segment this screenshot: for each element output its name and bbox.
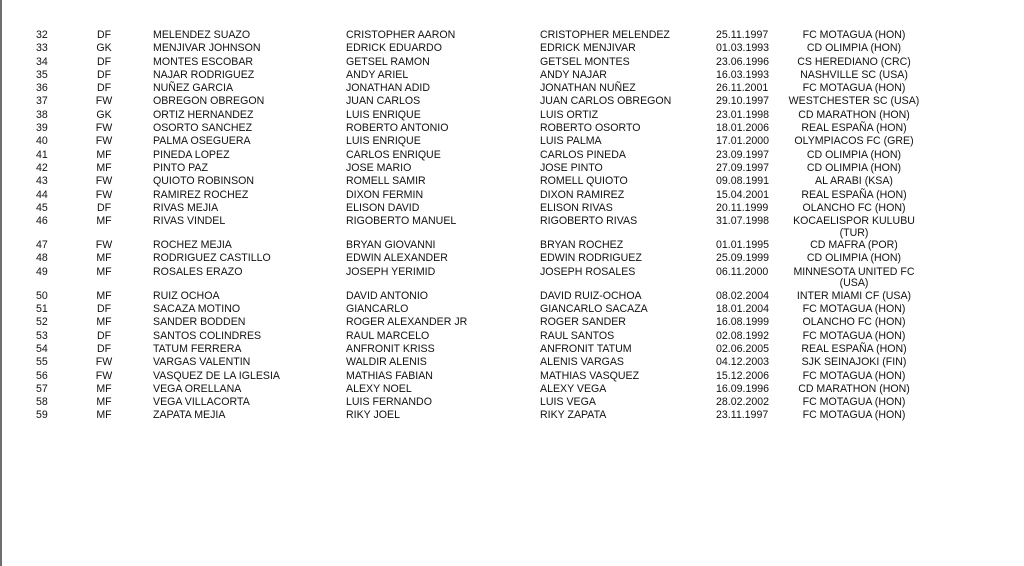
player-position: MF [96, 148, 112, 161]
player-club: CD OLIMPIA (HON) [806, 42, 902, 55]
player-date-of-birth: 17.01.2000 [716, 135, 770, 148]
player-position: MF [96, 252, 112, 265]
player-date-of-birth: 09.08.1991 [716, 175, 770, 188]
player-first-name: JUAN CARLOS [346, 95, 421, 108]
player-first-name: EDRICK EDUARDO [346, 42, 442, 55]
player-position: GK [96, 108, 112, 121]
player-club: CD OLIMPIA (HON) [806, 252, 902, 265]
player-shirt-name: JUAN CARLOS OBREGON [540, 95, 672, 108]
table-row [4, 396, 1022, 409]
player-position: GK [96, 42, 112, 55]
player-club: REAL ESPAÑA (HON) [801, 122, 907, 135]
player-last-name: VASQUEZ DE LA IGLESIA [153, 369, 280, 382]
player-club: WESTCHESTER SC (USA) [788, 95, 920, 108]
player-first-name: GIANCARLO [346, 303, 409, 316]
player-shirt-name: RAUL SANTOS [540, 329, 615, 342]
player-club: NASHVILLE SC (USA) [800, 68, 908, 81]
player-shirt-name: CARLOS PINEDA [540, 148, 626, 161]
player-club: CD OLIMPIA (HON) [806, 148, 902, 161]
table-row [4, 69, 1022, 82]
player-shirt-name: ROBERTO OSORTO [540, 122, 641, 135]
table-row [4, 109, 1022, 122]
player-shirt-name: CRISTOPHER MELENDEZ [540, 29, 670, 41]
table-row [4, 82, 1022, 95]
player-first-name: JOSEPH YERIMID [346, 265, 436, 278]
player-last-name: SANTOS COLINDRES [153, 329, 262, 342]
player-date-of-birth: 23.06.1996 [716, 55, 770, 68]
player-date-of-birth: 25.11.1997 [716, 29, 769, 41]
player-last-name: PINEDA LOPEZ [153, 148, 230, 161]
player-first-name: ANFRONIT KRISS [346, 342, 435, 355]
player-number: 40 [36, 135, 48, 148]
player-number: 52 [36, 316, 48, 329]
player-date-of-birth: 23.09.1997 [716, 148, 770, 161]
player-shirt-name: ALENIS VARGAS [540, 356, 624, 369]
table-row [4, 29, 1022, 42]
table-row [4, 266, 1022, 290]
player-last-name: SANDER BODDEN [153, 316, 246, 329]
table-row [4, 149, 1022, 162]
player-last-name: QUIOTO ROBINSON [153, 175, 255, 188]
player-number: 34 [36, 55, 48, 68]
player-first-name: LUIS FERNANDO [346, 396, 432, 409]
table-row [4, 330, 1022, 343]
viewer-left-border [0, 0, 2, 566]
player-shirt-name: DAVID RUIZ-OCHOA [540, 289, 642, 302]
table-row [4, 290, 1022, 303]
player-position: DF [96, 68, 112, 81]
player-club: OLYMPIACOS FC (GRE) [794, 135, 914, 148]
player-number: 51 [36, 303, 48, 316]
player-number: 43 [36, 175, 48, 188]
player-position: DF [96, 329, 112, 342]
player-shirt-name: LUIS ORTIZ [540, 108, 599, 121]
player-number: 53 [36, 329, 48, 342]
player-last-name: SACAZA MOTINO [153, 303, 241, 316]
player-club: OLANCHO FC (HON) [802, 201, 906, 214]
player-club: AL ARABI (KSA) [815, 175, 893, 188]
player-last-name: ORTIZ HERNANDEZ [153, 108, 254, 121]
player-club: INTER MIAMI CF (USA) [796, 289, 912, 302]
player-last-name: ROSALES ERAZO [153, 265, 243, 278]
player-shirt-name: ALEXY VEGA [540, 382, 607, 395]
player-date-of-birth: 25.09.1999 [716, 252, 770, 265]
player-date-of-birth: 26.11.2001 [716, 82, 769, 95]
player-last-name: PINTO PAZ [153, 161, 208, 174]
player-number: 59 [36, 409, 48, 422]
table-row [4, 252, 1022, 265]
player-shirt-name: EDWIN RODRIGUEZ [540, 252, 642, 265]
player-first-name: RIGOBERTO MANUEL [346, 215, 457, 228]
player-first-name: ROBERTO ANTONIO [346, 122, 449, 135]
player-number: 50 [36, 289, 48, 302]
player-date-of-birth: 06.11.2000 [716, 265, 769, 278]
player-club: REAL ESPAÑA (HON) [801, 188, 907, 201]
player-position: MF [96, 161, 112, 174]
player-position: FW [95, 356, 113, 369]
player-shirt-name: JONATHAN NUÑEZ [540, 82, 636, 95]
player-club: FC MOTAGUA (HON) [802, 329, 906, 342]
table-row [4, 370, 1022, 383]
player-last-name: MONTES ESCOBAR [153, 55, 254, 68]
player-position: MF [96, 215, 112, 228]
table-row [4, 383, 1022, 396]
player-number: 37 [36, 95, 48, 108]
player-club: FC MOTAGUA (HON) [802, 82, 906, 95]
player-shirt-name: ELISON RIVAS [540, 201, 613, 214]
player-last-name: NAJAR RODRIGUEZ [153, 68, 255, 81]
player-shirt-name: LUIS PALMA [540, 135, 602, 148]
player-date-of-birth: 02.06.2005 [716, 342, 770, 355]
player-club: CD MARATHON (HON) [798, 108, 910, 121]
player-position: DF [96, 303, 112, 316]
player-last-name: RUIZ OCHOA [153, 289, 220, 302]
player-shirt-name: ROGER SANDER [540, 316, 626, 329]
player-first-name: ROGER ALEXANDER JR [346, 316, 468, 329]
player-position: FW [95, 369, 113, 382]
player-last-name: VARGAS VALENTIN [153, 356, 251, 369]
player-shirt-name: DIXON RAMIREZ [540, 188, 625, 201]
player-last-name: VEGA ORELLANA [153, 382, 242, 395]
player-position: DF [96, 55, 112, 68]
player-club: FC MOTAGUA (HON) [802, 369, 906, 382]
player-number: 56 [36, 369, 48, 382]
player-shirt-name: ROMELL QUIOTO [540, 175, 628, 188]
player-date-of-birth: 08.02.2004 [716, 289, 770, 302]
player-position: FW [95, 239, 113, 252]
player-position: DF [96, 342, 112, 355]
player-position: MF [96, 396, 112, 409]
player-club: FC MOTAGUA (HON) [802, 409, 906, 422]
player-club: FC MOTAGUA (HON) [802, 396, 906, 409]
player-club: CS HEREDIANO (CRC) [797, 55, 911, 68]
player-date-of-birth: 18.01.2006 [716, 122, 770, 135]
player-date-of-birth: 16.08.1999 [716, 316, 770, 329]
player-last-name: RIVAS MEJIA [153, 201, 219, 214]
player-number: 35 [36, 68, 48, 81]
player-last-name: MELENDEZ SUAZO [153, 29, 251, 41]
player-club: REAL ESPAÑA (HON) [801, 342, 907, 355]
player-club: KOCAELISPOR KULUBU (TUR) [793, 215, 915, 239]
player-first-name: LUIS ENRIQUE [346, 108, 421, 121]
player-number: 44 [36, 188, 48, 201]
player-shirt-name: JOSEPH ROSALES [540, 265, 636, 278]
player-position: DF [96, 82, 112, 95]
player-position: FW [95, 122, 113, 135]
player-date-of-birth: 16.03.1993 [716, 68, 770, 81]
table-row [4, 189, 1022, 202]
player-number: 48 [36, 252, 48, 265]
table-row [4, 239, 1022, 252]
player-last-name: TATUM FERRERA [153, 342, 242, 355]
player-club: OLANCHO FC (HON) [802, 316, 906, 329]
player-date-of-birth: 15.12.2006 [716, 369, 770, 382]
table-row [4, 135, 1022, 148]
player-club: FC MOTAGUA (HON) [802, 29, 906, 41]
player-number: 47 [36, 239, 48, 252]
player-shirt-name: GIANCARLO SACAZA [540, 303, 648, 316]
table-row [4, 316, 1022, 329]
player-number: 46 [36, 215, 48, 228]
table-row [4, 202, 1022, 215]
player-last-name: OBREGON OBREGON [153, 95, 265, 108]
player-date-of-birth: 04.12.2003 [716, 356, 770, 369]
player-first-name: MATHIAS FABIAN [346, 369, 433, 382]
player-first-name: JOSE MARIO [346, 161, 412, 174]
player-position: FW [95, 188, 113, 201]
player-date-of-birth: 01.01.1995 [716, 239, 770, 252]
player-number: 42 [36, 161, 48, 174]
player-club: CD MAFRA (POR) [810, 239, 898, 252]
player-shirt-name: JOSE PINTO [540, 161, 603, 174]
player-last-name: RAMIREZ ROCHEZ [153, 188, 249, 201]
table-row [4, 303, 1022, 316]
player-last-name: RIVAS VINDEL [153, 215, 226, 228]
player-position: MF [96, 382, 112, 395]
player-date-of-birth: 28.02.2002 [716, 396, 770, 409]
player-first-name: JONATHAN ADID [346, 82, 430, 95]
table-row [4, 162, 1022, 175]
player-first-name: ROMELL SAMIR [346, 175, 426, 188]
player-first-name: ANDY ARIEL [346, 68, 409, 81]
player-shirt-name: BRYAN ROCHEZ [540, 239, 624, 252]
table-row [4, 215, 1022, 239]
table-row [4, 42, 1022, 55]
player-last-name: MENJIVAR JOHNSON [153, 42, 261, 55]
player-number: 32 [36, 29, 48, 41]
player-number: 36 [36, 82, 48, 95]
player-position: FW [95, 175, 113, 188]
table-row [4, 56, 1022, 69]
player-number: 54 [36, 342, 48, 355]
player-position: MF [96, 265, 112, 278]
table-row [4, 343, 1022, 356]
player-club: CD MARATHON (HON) [798, 382, 910, 395]
player-last-name: ROCHEZ MEJIA [153, 239, 232, 252]
player-first-name: DIXON FERMIN [346, 188, 424, 201]
player-number: 58 [36, 396, 48, 409]
player-last-name: RODRIGUEZ CASTILLO [153, 252, 271, 265]
player-club: SJK SEINAJOKI (FIN) [801, 356, 907, 369]
player-last-name: VEGA VILLACORTA [153, 396, 250, 409]
player-shirt-name: EDRICK MENJIVAR [540, 42, 636, 55]
player-number: 33 [36, 42, 48, 55]
player-number: 38 [36, 108, 48, 121]
player-position: MF [96, 409, 112, 422]
player-shirt-name: GETSEL MONTES [540, 55, 630, 68]
player-date-of-birth: 16.09.1996 [716, 382, 770, 395]
table-row [4, 122, 1022, 135]
document-page [4, 0, 1022, 566]
player-date-of-birth: 01.03.1993 [716, 42, 770, 55]
player-number: 57 [36, 382, 48, 395]
player-shirt-name: LUIS VEGA [540, 396, 596, 409]
player-first-name: RIKY JOEL [346, 409, 400, 422]
player-club: CD OLIMPIA (HON) [806, 161, 902, 174]
table-row [4, 95, 1022, 108]
player-date-of-birth: 20.11.1999 [716, 201, 769, 214]
table-row [4, 356, 1022, 369]
player-position: MF [96, 316, 112, 329]
player-position: FW [95, 95, 113, 108]
player-shirt-name: MATHIAS VASQUEZ [540, 369, 640, 382]
table-row [4, 409, 1022, 422]
player-number: 41 [36, 148, 48, 161]
player-number: 39 [36, 122, 48, 135]
player-date-of-birth: 02.08.1992 [716, 329, 770, 342]
player-last-name: ZAPATA MEJIA [153, 409, 226, 422]
player-club: FC MOTAGUA (HON) [802, 303, 906, 316]
player-date-of-birth: 23.01.1998 [716, 108, 770, 121]
player-date-of-birth: 15.04.2001 [716, 188, 770, 201]
player-position: DF [96, 29, 112, 41]
player-first-name: LUIS ENRIQUE [346, 135, 421, 148]
player-position: DF [96, 201, 112, 214]
player-position: MF [96, 289, 112, 302]
player-shirt-name: RIKY ZAPATA [540, 409, 607, 422]
player-first-name: CRISTOPHER AARON [346, 29, 456, 41]
player-last-name: PALMA OSEGUERA [153, 135, 251, 148]
player-number: 45 [36, 201, 48, 214]
player-date-of-birth: 18.01.2004 [716, 303, 770, 316]
player-number: 55 [36, 356, 48, 369]
player-number: 49 [36, 265, 48, 278]
player-last-name: OSORTO SANCHEZ [153, 122, 253, 135]
player-date-of-birth: 27.09.1997 [716, 161, 770, 174]
player-first-name: RAUL MARCELO [346, 329, 430, 342]
player-shirt-name: RIGOBERTO RIVAS [540, 215, 638, 228]
player-first-name: BRYAN GIOVANNI [346, 239, 436, 252]
player-club: MINNESOTA UNITED FC (USA) [793, 265, 915, 290]
player-first-name: GETSEL RAMON [346, 55, 430, 68]
player-first-name: EDWIN ALEXANDER [346, 252, 448, 265]
player-first-name: ELISON DAVID [346, 201, 420, 214]
player-roster-table [4, 29, 1022, 423]
player-date-of-birth: 31.07.1998 [716, 215, 770, 228]
player-first-name: WALDIR ALENIS [346, 356, 427, 369]
table-row [4, 175, 1022, 188]
player-position: FW [95, 135, 113, 148]
player-last-name: NUÑEZ GARCIA [153, 82, 234, 95]
player-date-of-birth: 23.11.1997 [716, 409, 769, 422]
player-first-name: ALEXY NOEL [346, 382, 412, 395]
player-shirt-name: ANDY NAJAR [540, 68, 607, 81]
player-first-name: CARLOS ENRIQUE [346, 148, 441, 161]
player-shirt-name: ANFRONIT TATUM [540, 342, 632, 355]
player-date-of-birth: 29.10.1997 [716, 95, 770, 108]
player-first-name: DAVID ANTONIO [346, 289, 429, 302]
